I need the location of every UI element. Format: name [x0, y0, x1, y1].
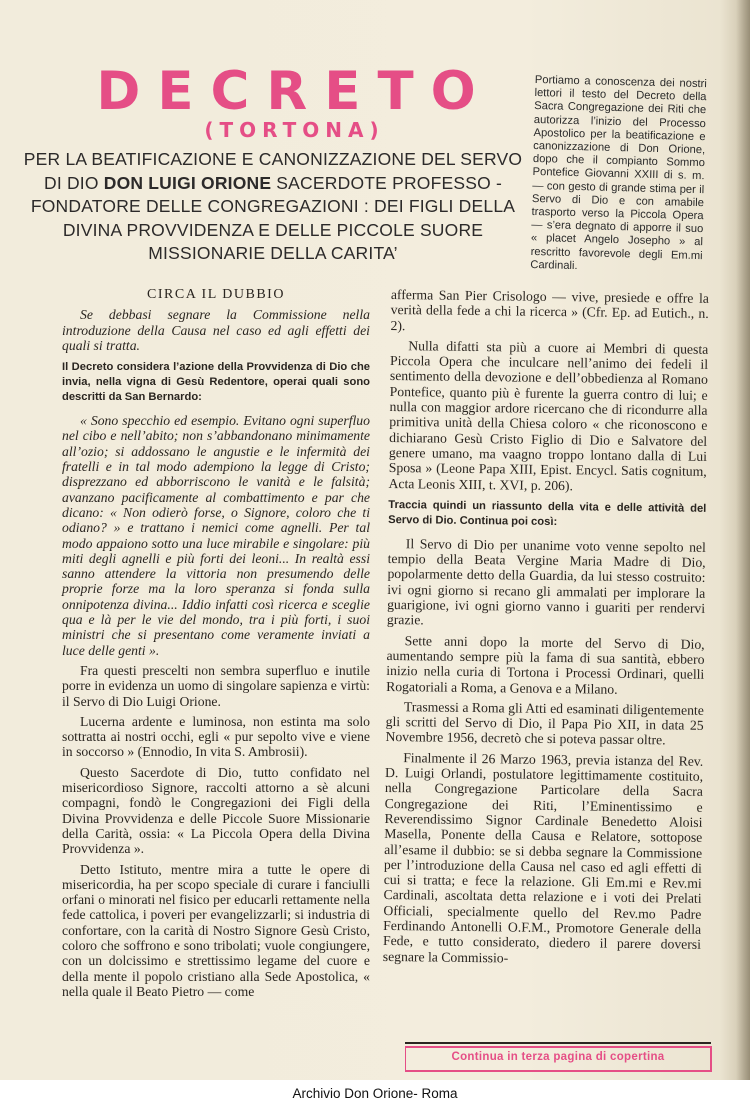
- left-column: [62, 287, 370, 1004]
- decree-subtitle: (TORTONA): [204, 118, 385, 142]
- page-binding-shadow: [736, 0, 750, 1107]
- paragraph: Finalmente il 26 Marzo 1963, previa istanza del Rev. D. Luigi Orlandi, postulatore legittimamente costituito, nella Congregazione Particolare della Sacra Congregazione dei Riti, l’Eminentissimo e Reverendissimo Signor Cardinale Benedetto Aloisi Masella, Ponente della Causa e Relatore, sottopose all’esame il dubbio: se si debba segnare la Commissione per l’introduzione della Causa nel caso ed agli effetti di cui si tratta; e fece la relazione. Gli Em.mi e Rev.mi Cardinali, ascoltata detta relazione e i voti dei Prelati Officiali, specialmente quello del Rev.mo Padre Ferdinando Antonelli O.F.M., Promotore Generale della Fede, e tutto considerato, diedero il parere doversi segnare la Commissio-: [382, 749, 704, 966]
- heading-name: DON LUIGI ORIONE: [103, 172, 272, 193]
- decree-title: DECRETO: [96, 61, 493, 122]
- archive-footer: Archivio Don Orione- Roma: [0, 1080, 750, 1107]
- paragraph: Fra questi prescelti non sembra superfluo e inutile porre in evidenza un uomo di singolare sapienza e virtù: il Servo di Dio Luigi Orione.: [62, 662, 370, 709]
- heading-post: SACERDOTE PROFESSO - FONDATORE DELLE CONGREGAZIONI : DEI FIGLI DELLA DIVINA PROVVIDENZA E DELLE PICCOLE SUORE MISSIONARIE DELLA CARITA’: [30, 172, 516, 263]
- continued-label: Continua in terza pagina di copertina: [451, 1051, 665, 1063]
- doubt-question: Se debbasi segnare la Commissione nella introduzione della Causa nel caso ed agli effetti dei quali si tratta.: [62, 307, 370, 353]
- paragraph: afferma San Pier Crisologo — vive, presiede e offre la verità della fede a chi la ricerca » (Cfr. Ep. ad Eutich., n. 2).: [390, 287, 709, 333]
- paragraph: Lucerna ardente e luminosa, non estinta ma solo sottratta ai nostri occhi, egli « pur sepolto vive e viene in soccorso » (Ennodio, In vita S. Ambrosii).: [62, 713, 370, 760]
- paragraph: Detto Istituto, mentre mira a tutte le opere di misericordia, ha per scopo speciale di curare i fanciulli orfani o minorati nel fisico per educarli rettamente nella fede cattolica, i poveri per evangelizzarli; si industria di confortare, con la carità di Nostro Signore Gesù Cristo, coloro che soffrono e sono tribolati; vuole congiungere, con un dolcissimo e strettissimo legame del cuore e della mente il popolo cristiano alla Sede Apostolica, « nella quale il Beato Pietro — come: [62, 861, 370, 999]
- editorial-sidenote: Portiamo a conoscenza dei nostri lettori il testo del Decreto della Sacra Congregazione dei Riti che autorizza l’inizio del Processo Apostolico per la beatificazione e canonizzazione di Don Orione, dopo che il compianto Sommo Pontefice Giovanni XXIII di s. m. — con gesto di grande stima per il Servo di Dio e con amabile trasporto verso la Piccola Opera — s’era degnato di apporre il suo « placet Angelo Josepho » al rescritto favorevole degli Em.mi Cardinali.: [530, 74, 707, 272]
- summary-intro: Traccia quindi un riassunto della vita e delle attività del Servo di Dio. Continua poi così:: [388, 498, 707, 528]
- paragraph: Questo Sacerdote di Dio, tutto confidato nel misericordioso Signore, raccolti attorno a sè alcuni compagni, fondò le Congregazioni dei Figli della Divina Provvidenza e delle Piccole Suore Missionarie della Carità, ossia: « La Piccola Opera della Divina Provvidenza ».: [62, 764, 370, 857]
- decree-heading: [20, 148, 526, 266]
- bernard-quote: « Sono specchio ed esempio. Evitano ogni superfluo nel cibo e nell’abito; non s’abbandonano minimamente all’ozio; si addossano le angustie e le infermità dei fratelli e in tal modo adempiono la legge di Cristo; disprezzano ed abborriscono le vanità e le falsità; avanzano pacificamente al combattimento e par che dicano: « Non odierò forse, o Signore, coloro che ti odiano? » e trattano i nemici come agnelli. Per tal modo appaiono sotto una luce mirabile e singolare: più miti degli agnelli e più forti dei leoni... In realtà essi sanno attendere la vittoria non presumendo delle proprie forze ma la loro speranza si fonda sulla onnipotenza divina... Iddio infatti così ricerca e sceglie qua e là per le vie del mondo, tra i più forti, i suoi ministri che si presentano come veramente inviati a luce delle genti ».: [62, 413, 370, 658]
- paragraph: Sette anni dopo la morte del Servo di Dio, aumentando sempre più la fama di sua santità, ebbero inizio nella curia di Tortona i Processi Ordinari, quelli Rogatoriali a Roma, a Genova e a Milano.: [386, 632, 705, 697]
- heading-pre: PER LA BEATIFICAZIONE E CANONIZZAZIONE DEL SERVO DI DIO: [23, 149, 523, 193]
- paragraph: Trasmessi a Roma gli Atti ed esaminati diligentemente gli scritti del Servo di Dio, il Papa Pio XII, in data 25 Novembre 1956, decretò che si poteva passar oltre.: [385, 699, 704, 748]
- paragraph: Il Servo di Dio per unanime voto venne sepolto nel tempio della Beata Vergine Maria Madre di Dio, popolarmente detto della Guardia, da lui stesso costruito: ivi ogni giorno si recano gli ammalati per implorare la guarigione, ivi ogni giorno vanno i guariti per rendervi grazie.: [386, 536, 706, 628]
- divider: [405, 1042, 711, 1044]
- right-column: [383, 287, 709, 973]
- decree-intro: Il Decreto considera l’azione della Provvidenza di Dio che invia, nella vigna di Gesù Redentore, operai quali sono descritti da San Bernardo:: [62, 361, 370, 404]
- continued-note: [405, 1046, 712, 1072]
- paragraph: Nulla difatti sta più a cuore ai Membri di questa Piccola Opera che inculcare nell’animo dei fedeli il sentimento della devozione e dell’obbedienza al Romano Pontefice, quanto più è furente la guerra contro di lui; e nulla con maggior ardore ricercano che di ricondurre alla primitiva unità della Chiesa coloro « che riconoscono e dichiarano Gesù Cristo Figlio di Dio e Salvatore del genere umano, ma vaagno troppo lontano dalla di Lui Sposa » (Leone Papa XIII, Epist. Encycl. Satis cognitum, Acta Leonis XIII, t. XVI, p. 206).: [388, 338, 709, 493]
- section-title: CIRCA IL DUBBIO: [147, 287, 285, 302]
